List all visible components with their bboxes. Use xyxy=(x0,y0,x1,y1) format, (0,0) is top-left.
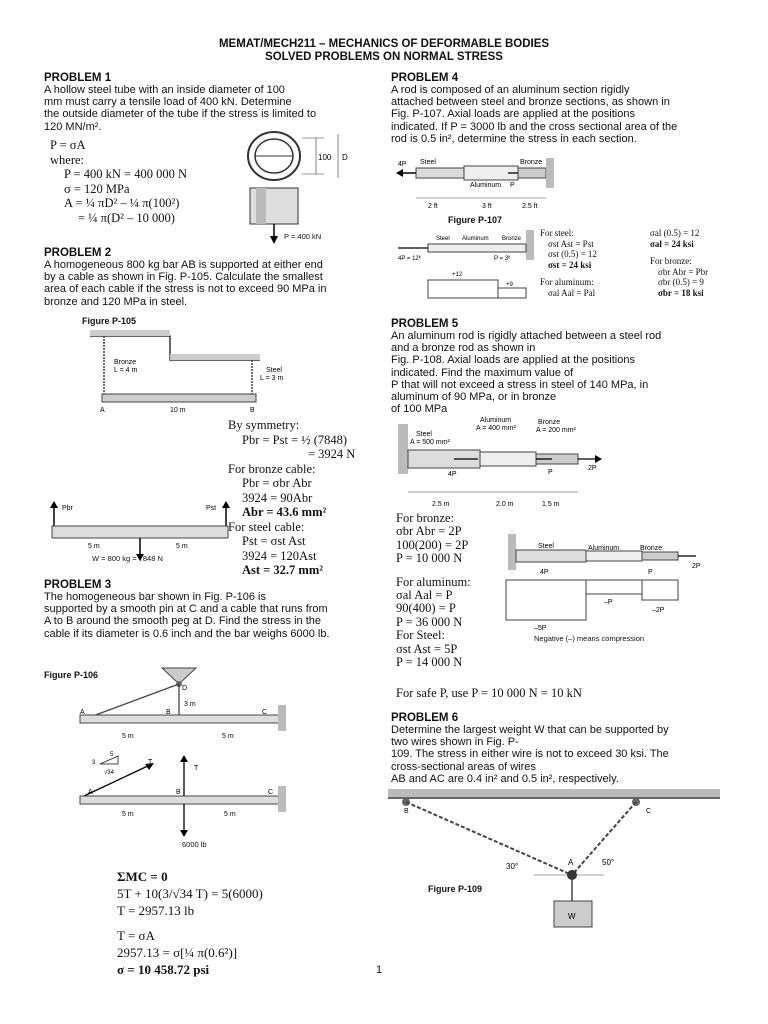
svg-text:Steel: Steel xyxy=(436,236,450,242)
problem-2-heading: PROBLEM 2 xyxy=(44,247,112,259)
svg-text:Steel: Steel xyxy=(420,159,436,166)
svg-text:C: C xyxy=(262,709,268,716)
svg-text:+9: +9 xyxy=(506,282,513,288)
svg-text:Bronze: Bronze xyxy=(538,419,561,426)
svg-text:4P = 12ᵏ: 4P = 12ᵏ xyxy=(398,256,421,262)
dim-d: D xyxy=(342,153,348,162)
svg-text:A: A xyxy=(100,407,105,414)
svg-text:T: T xyxy=(148,759,153,766)
svg-text:4P: 4P xyxy=(540,569,549,576)
svg-text:B: B xyxy=(404,808,409,815)
svg-text:–2P: –2P xyxy=(652,607,665,614)
svg-text:D: D xyxy=(182,685,188,692)
svg-text:Aluminum: Aluminum xyxy=(588,545,620,552)
compression-note: Negative (–) means compression xyxy=(534,634,645,643)
svg-text:4P: 4P xyxy=(448,471,457,478)
svg-text:2P: 2P xyxy=(588,465,597,472)
problem-2-statement: A homogeneous 800 kg bar AB is supported at either end by a cable as shown in Fig. P-105. Calculate the smallest area of each cable if the stress is not to exceed 90 MPa in bronze and 120 MPa in steel. xyxy=(44,259,327,308)
svg-text:W: W xyxy=(568,912,576,921)
svg-text:3 ft: 3 ft xyxy=(482,203,492,210)
figure-p109 xyxy=(384,785,724,930)
svg-text:Bronze: Bronze xyxy=(502,236,522,242)
svg-text:Bronze: Bronze xyxy=(520,159,543,166)
svg-text:4P: 4P xyxy=(398,161,407,168)
problem-4-solution-right: σal (0.5) = 12 σal = 24 ksi For bronze: σbr Abr = Pbr σbr (0.5) = 9 σbr = 18 ksi xyxy=(650,228,709,298)
svg-text:2.5 ft: 2.5 ft xyxy=(522,203,538,210)
svg-text:1.5 m: 1.5 m xyxy=(542,501,560,508)
svg-text:50°: 50° xyxy=(602,858,615,867)
svg-text:Bronze: Bronze xyxy=(640,545,663,552)
problem-3-heading: PROBLEM 3 xyxy=(44,579,112,591)
svg-text:5: 5 xyxy=(110,752,114,758)
svg-text:5 m: 5 m xyxy=(224,811,236,818)
svg-text:P: P xyxy=(510,182,515,189)
problem-5-statement: An aluminum rod is rigidly attached between a steel rod and a bronze rod as shown in Fig. P-108. Axial loads are applied at the positions indicated. Find the maximum value of P that will not exceed a stress in steel of 140 MPa, in aluminum of 90 MPa, or in bronze of 100 MPa xyxy=(391,330,662,416)
svg-text:C: C xyxy=(268,789,274,796)
load-label: P = 400 kN xyxy=(284,232,322,241)
figure-p105 xyxy=(80,328,284,418)
figure-p108 xyxy=(396,412,606,510)
svg-text:+12: +12 xyxy=(452,272,463,278)
svg-text:Aluminum: Aluminum xyxy=(470,182,502,189)
svg-text:2 ft: 2 ft xyxy=(428,203,438,210)
problem-1-heading: PROBLEM 1 xyxy=(44,72,112,84)
figure-p106-fbd xyxy=(72,752,297,848)
svg-text:5 m: 5 m xyxy=(88,543,100,550)
figure-p109-title: Figure P-109 xyxy=(428,884,483,894)
svg-text:Steel: Steel xyxy=(266,367,282,374)
svg-text:Aluminum: Aluminum xyxy=(462,236,489,242)
svg-text:A = 200 mm²: A = 200 mm² xyxy=(536,427,576,434)
svg-text:A: A xyxy=(568,858,574,867)
svg-text:A = 500 mm²: A = 500 mm² xyxy=(410,439,450,446)
svg-text:3: 3 xyxy=(92,760,96,766)
svg-text:Steel: Steel xyxy=(538,543,554,550)
svg-text:5 m: 5 m xyxy=(122,811,134,818)
figure-p106 xyxy=(72,660,297,750)
svg-text:√34: √34 xyxy=(104,770,114,776)
svg-text:C: C xyxy=(646,808,652,815)
problem-1-statement: A hollow steel tube with an inside diameter of 100 mm must carry a tensile load of 400 kN. Determine the outside diameter of the tube if the stress is limited to 120 MN/m². xyxy=(44,84,317,133)
figure-p108-fbd xyxy=(506,530,706,642)
svg-text:2.5 m: 2.5 m xyxy=(432,501,450,508)
svg-text:5 m: 5 m xyxy=(122,733,134,740)
svg-text:30°: 30° xyxy=(506,862,519,871)
svg-text:3 m: 3 m xyxy=(184,701,196,708)
page-number: 1 xyxy=(376,964,383,976)
svg-text:–5P: –5P xyxy=(534,625,547,632)
svg-text:B: B xyxy=(250,407,255,414)
svg-text:5 m: 5 m xyxy=(222,733,234,740)
page-subtitle: SOLVED PROBLEMS ON NORMAL STRESS xyxy=(265,51,503,63)
figure-p107 xyxy=(394,154,564,214)
svg-text:Steel: Steel xyxy=(416,431,432,438)
problem-2-solution: By symmetry: Pbr = Pst = ½ (7848) = 3924 N For bronze cable: Pbr = σbr Abr 3924 = 90Abr Abr = 43.6 mm² For steel cable: Pst = σst Ast 3924 = 120Ast Ast = 32.7 mm² xyxy=(228,418,356,577)
weight-label: W = 800 kg = 7848 N xyxy=(92,554,163,563)
figure-p107-title: Figure P-107 xyxy=(448,215,503,225)
svg-text:Aluminum: Aluminum xyxy=(480,417,512,424)
svg-text:2.0 m: 2.0 m xyxy=(496,501,514,508)
figure-tube xyxy=(240,128,360,246)
problem-5-answer: For safe P, use P = 10 000 N = 10 kN xyxy=(396,686,582,700)
svg-text:B: B xyxy=(176,789,181,796)
problem-4-solution-left: For steel: σst Ast = Pst σst (0.5) = 12 σst = 24 ksi For aluminum: σal Aal = Pal xyxy=(540,228,597,298)
svg-text:5 m: 5 m xyxy=(176,543,188,550)
problem-5-solution: For bronze: σbr Abr = 2P 100(200) = 2P P = 10 000 N For aluminum: σal Aal = P 90(400) = P P = 36 000 N For Steel: σst Ast = 5P P = 14 000 N xyxy=(396,511,471,670)
svg-text:2P: 2P xyxy=(692,563,701,570)
svg-text:P: P xyxy=(648,569,653,576)
svg-text:10 m: 10 m xyxy=(170,407,186,414)
problem-6-heading: PROBLEM 6 xyxy=(391,712,459,724)
problem-5-heading: PROBLEM 5 xyxy=(391,318,459,330)
dim-100: 100 xyxy=(318,153,332,162)
figure-p105-title: Figure P-105 xyxy=(82,316,137,326)
svg-text:A = 400 mm²: A = 400 mm² xyxy=(476,425,516,432)
problem-3-solution: ΣMC = 0 5T + 10(3/√34 T) = 5(6000) T = 2957.13 lb T = σA 2957.13 = σ[¼ π(0.6²)] σ = 10 458.72 psi xyxy=(117,869,263,977)
svg-text:A: A xyxy=(88,789,93,796)
figure-p107-fbd xyxy=(394,230,540,302)
svg-text:P: P xyxy=(548,469,553,476)
svg-text:Pbr: Pbr xyxy=(62,505,73,512)
svg-text:Pst: Pst xyxy=(206,505,217,512)
page-title: MEMAT/MECH211 – MECHANICS OF DEFORMABLE BODIES xyxy=(218,38,550,50)
svg-text:–P: –P xyxy=(604,599,613,606)
weight-6000-label: 6000 lb xyxy=(182,840,207,849)
svg-text:Bronze: Bronze xyxy=(114,359,137,366)
svg-text:P = 3ᵏ: P = 3ᵏ xyxy=(494,256,511,262)
problem-4-statement: A rod is composed of an aluminum section rigidly attached between steel and bronze sections, as shown in Fig. P-107. Axial loads are applied at the positions indicated. If P = 3000 lb and the cross sectional area of the rod is 0.5 in², determine the stress in each section. xyxy=(391,84,678,145)
svg-text:A: A xyxy=(80,709,85,716)
problem-3-statement: The homogeneous bar shown in Fig. P-106 is supported by a smooth pin at C and a cable that runs from A to B around the smooth peg at D. Find the stress in the cable if its diameter is 0.6 inch and the bar weighs 6000 lb. xyxy=(44,591,330,640)
problem-6-statement: Determine the largest weight W that can be supported by two wires shown in Fig. P- 109. The stress in either wire is not to exceed 30 ksi. The cross-sectional areas of wires AB and AC are 0.4 in² and 0.5 in², respectively. xyxy=(391,724,669,785)
svg-text:L = 4 m: L = 4 m xyxy=(114,367,138,374)
figure-p106-title: Figure P-106 xyxy=(44,670,99,680)
svg-text:B: B xyxy=(166,709,171,716)
problem-4-heading: PROBLEM 4 xyxy=(391,72,459,84)
svg-text:T: T xyxy=(194,765,199,772)
problem-1-solution: P = σA where: P = 400 kN = 400 000 N σ = 120 MPa A = ¼ πD² – ¼ π(100²) = ¼ π(D² – 10 000) xyxy=(50,138,188,225)
svg-text:L = 3 m: L = 3 m xyxy=(260,375,284,382)
